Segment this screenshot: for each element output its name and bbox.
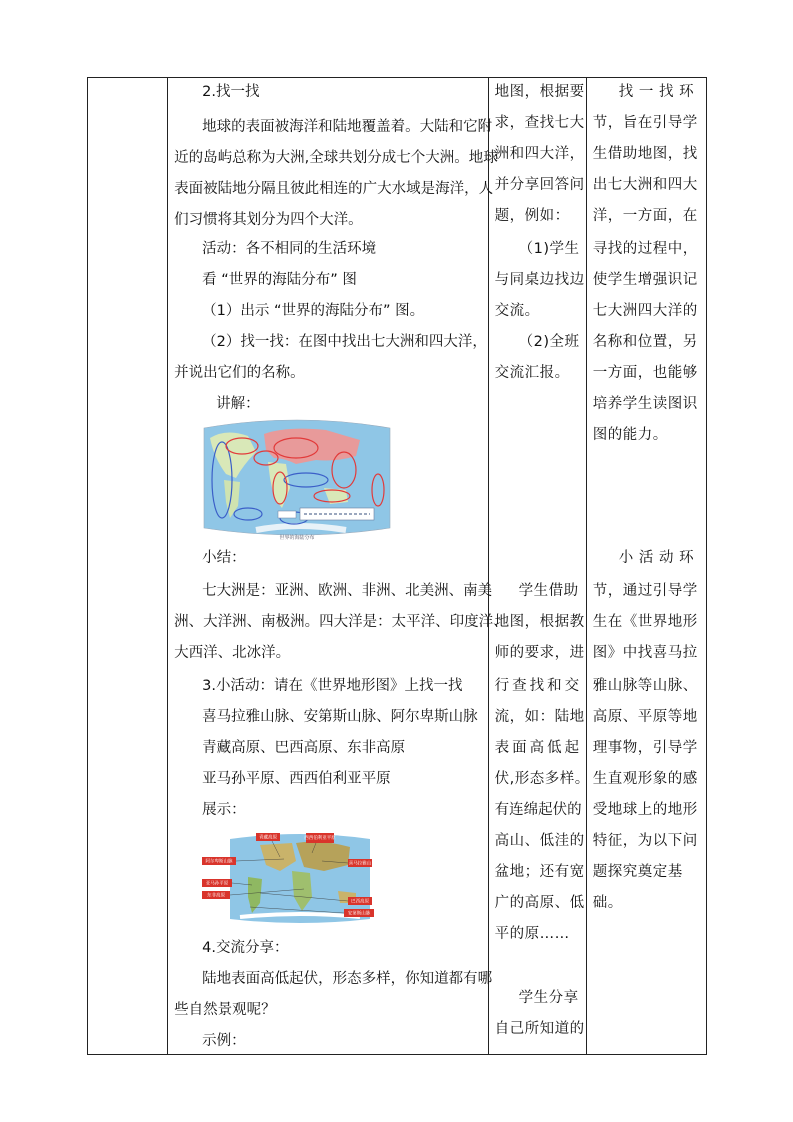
student-line: 自己所知道的 (494, 1021, 585, 1037)
design-line: 理事物，引导学 (592, 740, 698, 756)
look-instruction: 看 “世界的海陆分布” 图 (202, 272, 357, 288)
show-label: 展示： (202, 802, 246, 818)
student-line: 高山、低洼的 (494, 833, 585, 849)
student-line: 交流。 (494, 303, 540, 319)
student-line: 交流汇报。 (494, 365, 570, 381)
section3-title: 3.小活动：请在《世界地形图》上找一找 (202, 678, 463, 694)
design-line: 础。 (592, 895, 623, 911)
student-line: 学生借助 (518, 583, 579, 599)
student-line: 题，例如： (494, 208, 570, 224)
map2-label: 安第斯山脉 (347, 911, 371, 917)
section2-title: 2.找一找 (202, 84, 260, 100)
summary-label: 小结： (202, 550, 246, 566)
design-line: 小 活 动 环 (618, 550, 695, 566)
design-line: 图的能力。 (592, 427, 668, 443)
design-line: 找 一 找 环 (618, 84, 695, 100)
student-line: （2)全班 (518, 334, 580, 350)
design-line: 雅山脉等山脉、 (592, 678, 698, 694)
student-line: 地图，根据要 (494, 84, 585, 100)
student-line: 地图，根据教 (494, 614, 585, 630)
landform-list: 喜马拉雅山脉、安第斯山脉、阿尔卑斯山脉 (202, 709, 478, 725)
teacher-activity-column (168, 78, 508, 1055)
summary-line: 大西洋、北冰洋。 (174, 645, 291, 661)
section4-title: 4.交流分享： (202, 940, 289, 956)
student-line: （1)学生 (518, 241, 580, 257)
student-line: 有连绵起伏的 (494, 802, 582, 818)
summary-line: 洲、大洋洲、南极洲。四大洋是：太平洋、印度洋、 (174, 614, 508, 630)
lesson-table (87, 77, 707, 1055)
landform-list: 青藏高原、巴西高原、东非高原 (202, 740, 406, 756)
design-line: 题探究奠定基 (592, 864, 683, 880)
map2-label: 西西伯利亚平原 (304, 836, 336, 841)
map2-label: 阿尔卑斯山脉 (205, 859, 233, 865)
map2-label: 东非高原 (207, 893, 226, 899)
student-line: 洲和四大洋， (494, 146, 585, 162)
student-line: 并分享回答问 (494, 177, 585, 193)
student-line: 平的原…… (494, 926, 570, 942)
design-line: 使学生增强识记 (592, 272, 698, 288)
paragraph-line: 地球的表面被海洋和陆地覆盖着。大陆和它附 (202, 119, 493, 135)
design-line: 洋，一方面，在 (592, 208, 698, 224)
student-line: 与同桌边找边 (494, 272, 585, 288)
map1-caption: 世界的海陆分布 (279, 535, 315, 541)
design-line: 出七大洲和四大 (592, 177, 698, 193)
map2-label: 喜马拉雅山 (348, 861, 372, 867)
share-line: 陆地表面高低起伏，形态多样，你知道都有哪 (202, 971, 493, 987)
design-line: 七大洲四大洋的 (592, 303, 698, 319)
design-line: 节，旨在引导学 (592, 115, 698, 131)
explain-label: 讲解： (216, 396, 260, 412)
student-line: 行查找和交 (494, 678, 583, 694)
example-label: 示例： (202, 1033, 246, 1049)
design-line: 特征，为以下问 (592, 833, 698, 849)
paragraph-line: 表面被陆地分隔且彼此相连的广大水域是海洋，人 (174, 181, 494, 197)
world-terrain-map (200, 831, 380, 923)
map2-label: 青藏高原 (259, 835, 278, 841)
design-line: 生直观形象的感 (592, 771, 698, 787)
paragraph-line: 近的岛屿总称为大洲,全球共划分成七个大洲。地球 (174, 150, 498, 166)
design-line: 一方面，也能够 (592, 365, 698, 381)
paragraph-line: 们习惯将其划分为四个大洋。 (174, 212, 363, 228)
design-line: 图》中找喜马拉 (592, 645, 698, 661)
step-1: （1）出示 “世界的海陆分布” 图。 (202, 303, 425, 319)
design-line: 节，通过引导学 (592, 583, 698, 599)
student-activity-column (488, 78, 590, 1055)
activity-title: 活动：各不相同的生活环境 (202, 241, 377, 257)
student-line: 盆地；还有宽 (494, 864, 585, 880)
map2-label: 巴西高原 (351, 899, 370, 905)
design-line: 培养学生读图识 (592, 396, 698, 412)
student-line: 师的要求，进 (494, 645, 585, 661)
step-2-cont: 并说出它们的名称。 (174, 365, 305, 381)
design-line: 名称和位置，另 (592, 334, 698, 350)
student-line: 求，查找七大 (494, 115, 585, 131)
landform-list: 亚马孙平原、西西伯利亚平原 (202, 771, 391, 787)
design-line: 高原、平原等地 (592, 709, 698, 725)
design-line: 寻找的过程中， (592, 241, 698, 257)
student-line: 流，如：陆地 (494, 709, 585, 725)
world-sea-land-map (196, 418, 398, 542)
design-intent-column (586, 78, 706, 1055)
stage-column (88, 78, 168, 1055)
design-line: 生在《世界地形 (592, 614, 698, 630)
share-line: 些自然景观呢？ (174, 1002, 276, 1018)
map2-label: 亚马孙平原 (205, 881, 229, 887)
student-line: 学生分享 (518, 990, 579, 1006)
student-line: 表面高低起 (494, 740, 583, 756)
student-line: 伏,形态多样。 (494, 771, 590, 787)
step-2: （2）找一找：在图中找出七大洲和四大洋， (202, 334, 487, 350)
design-line: 生借助地图，找 (592, 146, 698, 162)
student-line: 广的高原、低 (494, 895, 585, 911)
summary-line: 七大洲是：亚洲、欧洲、非洲、北美洲、南美 (202, 583, 493, 599)
design-line: 受地球上的地形 (592, 802, 698, 818)
